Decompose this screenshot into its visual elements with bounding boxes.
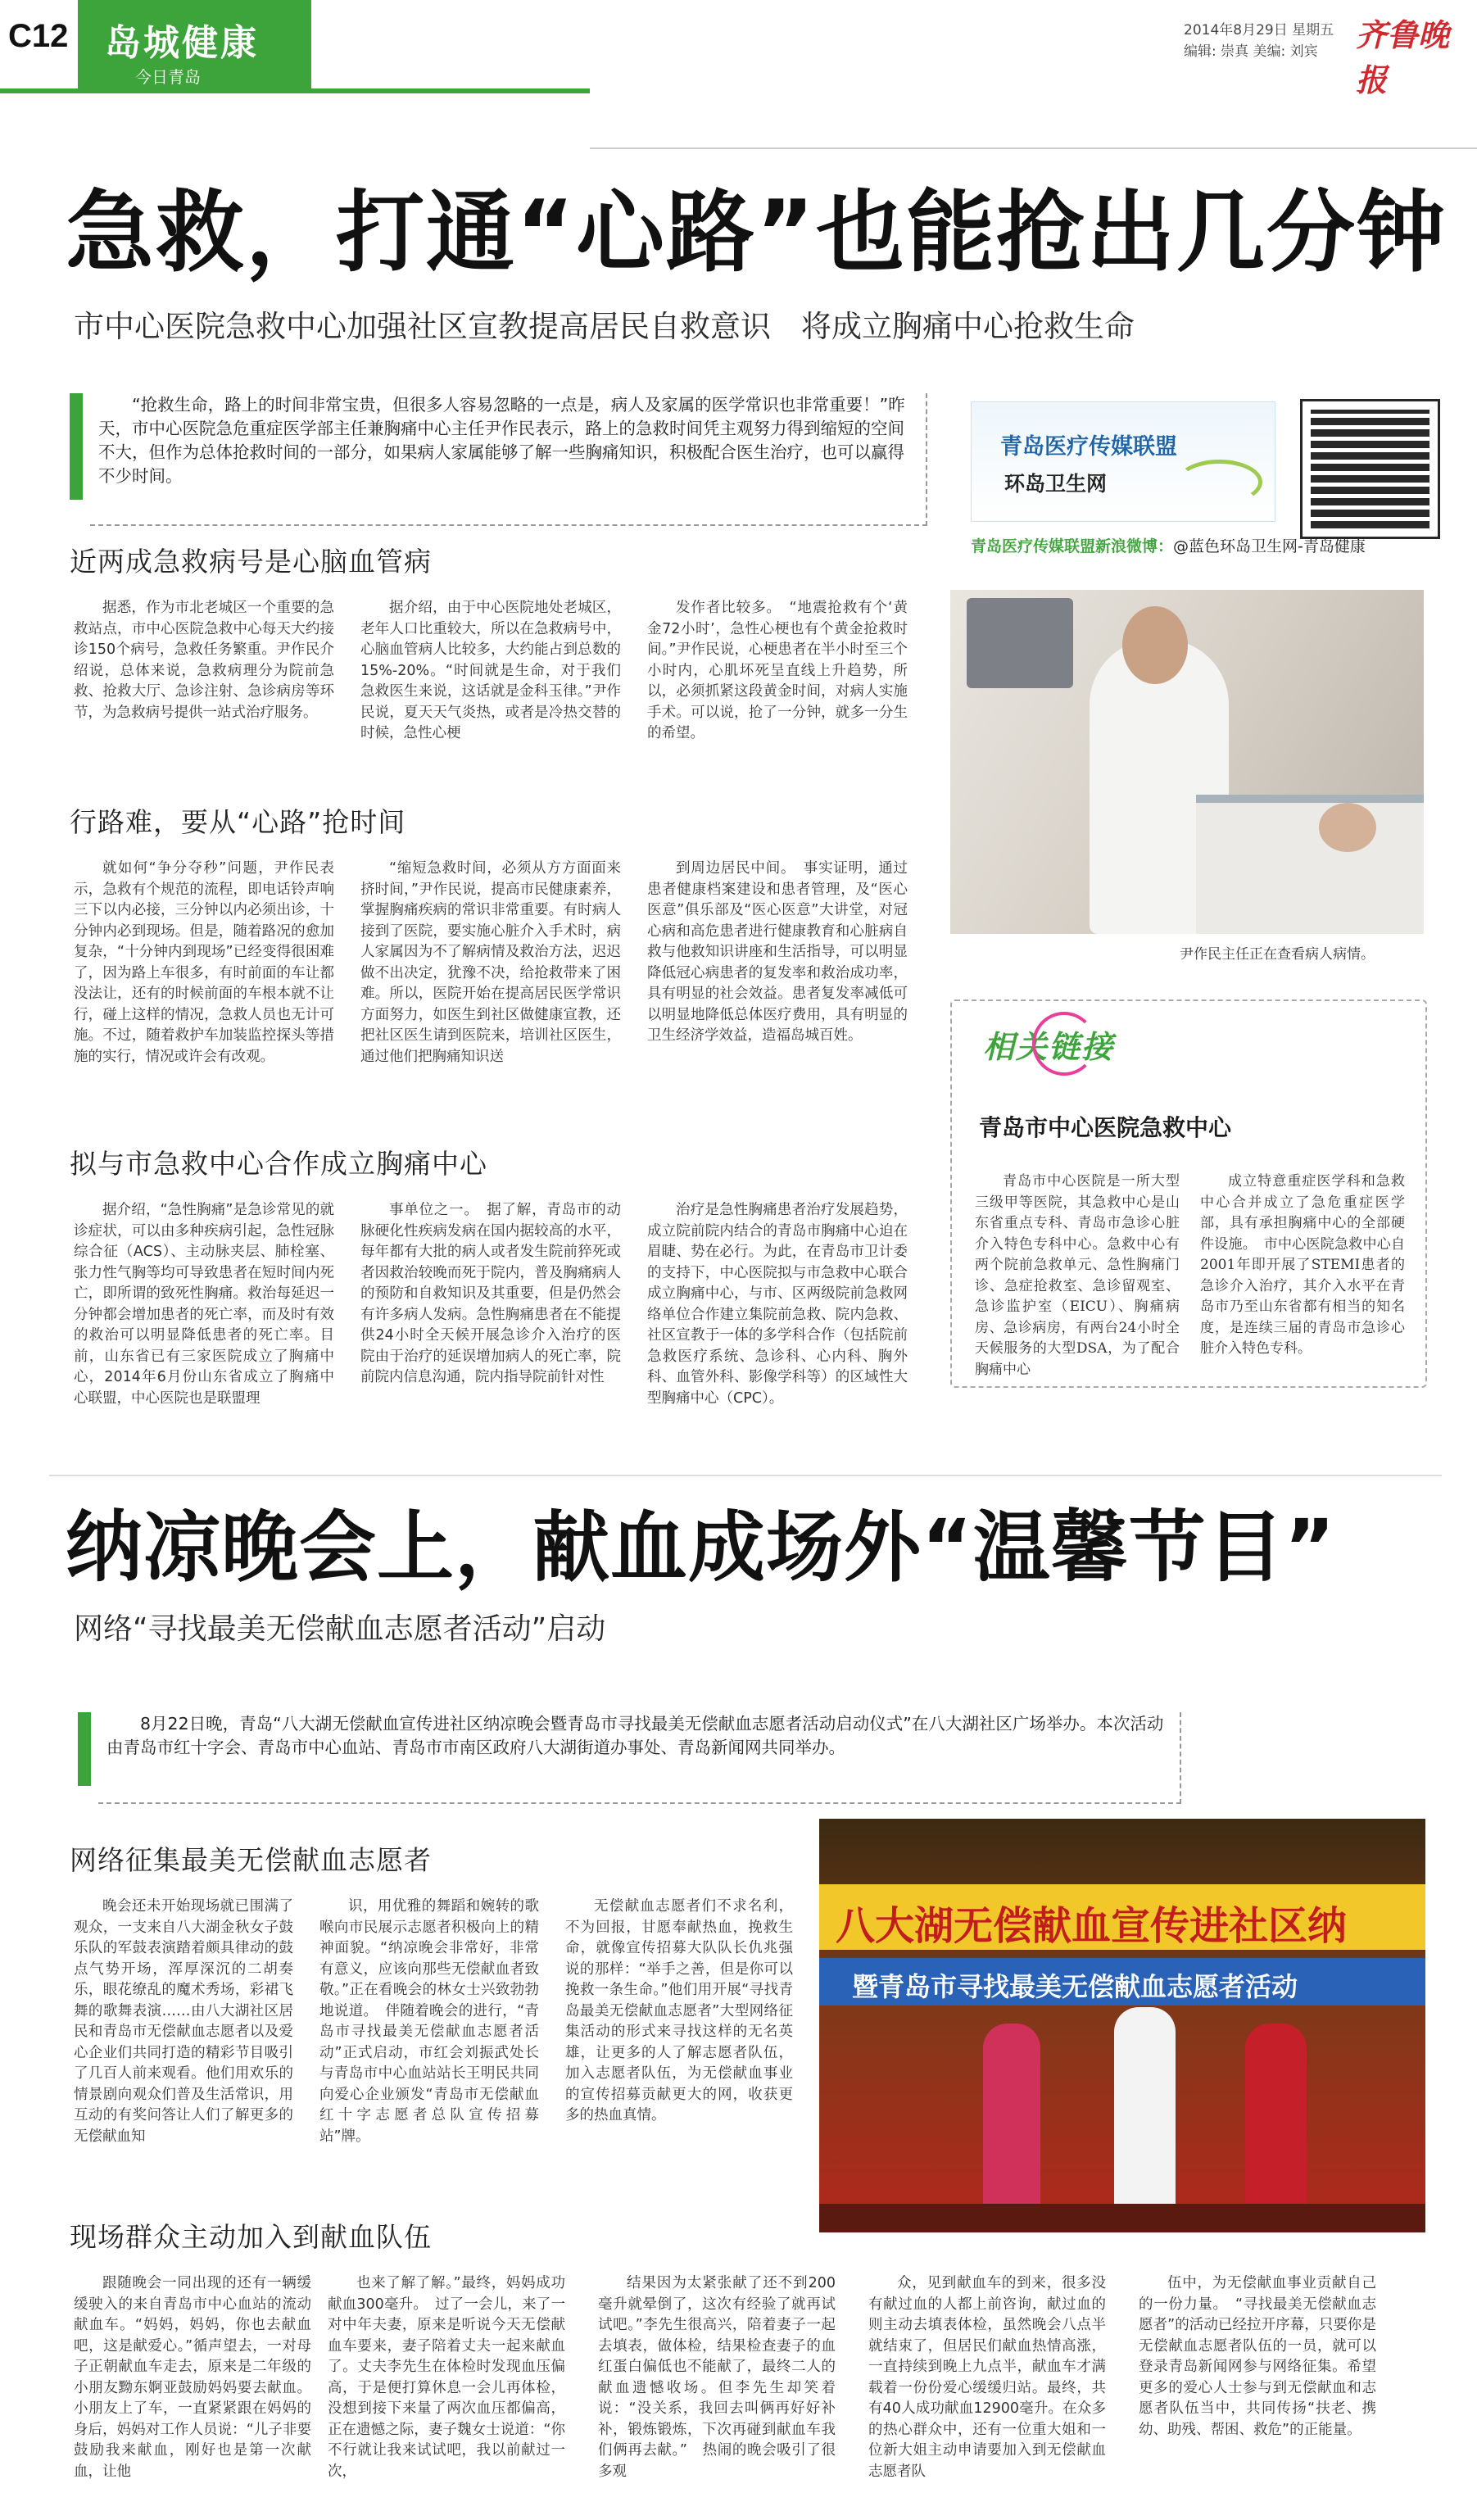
sidebar-col1-text: 青岛市中心医院是一所大型三级甲等医院，其急救中心是山东省重点专科、青岛市急诊心脏介入特色专科中心。急救中心有两个院前急救单元、急性胸痛门诊、急症抢救室、急诊留观室、急诊监护室（EICU）、胸痛病房、急诊病房，有两台24小时全天候服务的大型DSA，为了配合胸痛中心 bbox=[975, 1173, 1180, 1378]
sec1-col1 bbox=[74, 598, 334, 723]
sec3-col2-text: 事单位之一。 据了解，青岛市的动脉硬化性疾病发病在国内据较高的水平，每年都有大批的病人或者发生院前猝死或者因救治较晚而死于院内，普及胸痛病人的预防和自救知识及其重要，但是仍然会有许多病人发病。急性胸痛患者在不能提供24小时全天候开展急诊介入治疗的医院由于治疗的延误增加病人的死亡率，院前院内信息沟通，院内指导院前针对性 bbox=[360, 1202, 621, 1385]
banner-sub-strip bbox=[819, 1958, 1425, 2006]
story2-headline: 纳凉晚会上，献血成场外“温馨节目” bbox=[66, 1503, 1336, 1593]
story2-sec2-col2-text: 也来了解了解。”最终，妈妈成功献血300毫升。 过了一会儿，来了一对中年夫妻，原来是听说今天无偿献血车要来，妻子陪着丈夫一起来献血了。丈夫李先生在体检时发现血压偏高，于是便打算休息一会儿再体检，没想到接下来量了两次血压都偏高，正在遗憾之际，妻子魏女士说道：“你不行就让我来试试吧，我以前献过一次， bbox=[328, 2275, 565, 2480]
story2-subtitle: 网络“寻找最美无偿献血志愿者活动”启动 bbox=[74, 1612, 606, 1646]
sec2-col2-text: “缩短急救时间，必须从方方面面来挤时间，”尹作民说，提高市民健康素养，掌握胸痛疾病的常识非常重要。有时病人接到了医院，要实施心脏介入手术时，病人家属因为不了解病情及救治方法，迟迟做不出决定，犹豫不决，给抢救带来了困难。所以，医院开始在提高居民医学常识方面努力，如医生到社区做健康宣教，还把社区医生请到医院来，培训社区医生，通过他们把胸痛知识送 bbox=[360, 860, 621, 1065]
story1-headline: 急救，打通“心路”也能抢出几分钟 bbox=[66, 182, 1447, 284]
concert-photo bbox=[819, 1819, 1425, 2232]
sec3-col2 bbox=[360, 1200, 621, 1389]
related-tag-text: 相关链接 bbox=[983, 1029, 1115, 1065]
weibo-handle: @蓝色环岛卫生网-青岛健康 bbox=[1173, 537, 1366, 555]
sec3-col3 bbox=[647, 1200, 908, 1409]
section-sub: 今日青岛 bbox=[135, 67, 201, 87]
weibo-label: 青岛医疗传媒联盟新浪微博： bbox=[971, 537, 1174, 555]
story2-sec1-col1 bbox=[74, 1897, 293, 2147]
sec1-col1-text: 据悉，作为市北老城区一个重要的急救站点，市中心医院急救中心每天大约接诊150个病号，急救任务繁重。尹作民介绍说，总体来说，急救病理分为院前急救、抢救大厅、急诊注射、急诊病房等环节，为急救病号提供一站式治疗服务。 bbox=[74, 600, 334, 721]
story2-sec2-col4 bbox=[868, 2273, 1106, 2482]
story2-sec2-col1-text: 跟随晚会一同出现的还有一辆缓缓驶入的来自青岛市中心血站的流动献血车。“妈妈，妈妈，你也去献血吧，这是献爱心。”循声望去，一对母子正朝献血车走去，原来是二年级的小朋友黝东婀亚鼓励妈妈要去献血。小朋友上了车，一直紧紧跟在妈妈的身后，妈妈对工作人员说：“儿子非要鼓励我来献血，刚好也是第一次献血，让他 bbox=[74, 2275, 311, 2480]
section-line bbox=[0, 88, 590, 93]
monitor-shape bbox=[967, 598, 1073, 688]
story1-subtitle: 市中心医院急救中心加强社区宣教提高居民自救意识 将成立胸痛中心抢救生命 bbox=[74, 309, 1135, 344]
related-link-tag bbox=[975, 1004, 1163, 1077]
section-title: 岛城健康 bbox=[105, 22, 259, 64]
sec2-heading: 行路难，要从“心路”抢时间 bbox=[70, 806, 406, 838]
stage-floor bbox=[819, 2204, 1425, 2232]
story2-sec2-col3-text: 结果因为太紧张献了还不到200毫升就晕倒了，这次有经验了就再试试吧。”李先生很高兴，陪着妻子一起去填表，做体检，结果检查妻子的血红蛋白偏低也不能献了，最终二人的献血遗憾收场。但李先生却笑着说：“没关系，我回去叫俩再好好补补，锻炼锻炼，下次再碰到献血车我们俩再去献。” 热闹的晚会吸引了很多观 bbox=[598, 2275, 836, 2480]
header-rule bbox=[590, 147, 1477, 149]
story2-sec2-col5 bbox=[1139, 2273, 1376, 2441]
sec2-col2 bbox=[360, 859, 621, 1067]
sec3-heading: 拟与市急救中心合作成立胸痛中心 bbox=[70, 1148, 487, 1180]
sidebar-col2 bbox=[1200, 1172, 1405, 1360]
masthead bbox=[0, 0, 1477, 98]
story2-sec1-col2 bbox=[319, 1897, 539, 2147]
doctor-photo bbox=[950, 590, 1424, 934]
story2-lead: 8月22日晚，青岛“八大湖无偿献血宣传进社区纳凉晚会暨青岛市寻找最美无偿献血志愿者活动启动仪式”在八大湖社区广场举办。本次活动由青岛市红十字会、青岛市中心血站、青岛市市南区政府八大湖街道办事处、青岛新闻网共同举办。 bbox=[106, 1714, 1164, 1757]
sec1-col3 bbox=[647, 598, 908, 745]
performer-left bbox=[983, 2024, 1040, 2228]
sec2-col3-text: 到周边居民中间。 事实证明，通过患者健康档案建设和患者管理，及“医心医意”俱乐部及“医心医意”大讲堂，对冠心病和高危患者进行健康教育和心脏病自救与他救知识讲座和生活指导，可以明显降低冠心病患者的复发率和救治成功率，具有明显的社会效益。患者复发率减低可以明显地降低总体医疗费用，具有明显的卫生经济学效益，造福岛城百姓。 bbox=[647, 860, 908, 1044]
story2-sec2-col4-text: 众，见到献血车的到来，很多没有献过血的人都上前咨询，献过血的则主动去填表体检，虽然晚会八点半就结束了，但居民们献血热情高涨，一直持续到晚上九点半，献血车才满载着一份份爱心缓缓归站。最终，共有40人成功献血12900毫升。在众多的热心群众中，还有一位重大姐和一位新大姐主动申请要加入到无偿献血志愿者队 bbox=[868, 2275, 1106, 2480]
page-number: C12 bbox=[8, 18, 69, 54]
lead2-accent-bar bbox=[78, 1712, 91, 1786]
story-divider bbox=[49, 1475, 1442, 1476]
media-alliance-logo bbox=[971, 401, 1275, 522]
story2-sec2-col5-text: 伍中，为无偿献血事业贡献自己的一份力量。 “寻找最美无偿献血志愿者”的活动已经拉开序幕，只要你是无偿献血志愿者队伍的一员，就可以登录青岛新闻网参与网络征集。希望更多的爱心人士参与到无偿献血和志愿者队伍当中，共同传扬“扶老、携幼、助残、帮困、救危”的正能量。 bbox=[1139, 2275, 1376, 2438]
sidebar-title: 青岛市中心医院急救中心 bbox=[979, 1114, 1232, 1141]
paper-logo: 齐鲁晚报 bbox=[1356, 16, 1450, 98]
story2-sec2-heading: 现场群众主动加入到献血队伍 bbox=[70, 2221, 432, 2253]
story2-sec2-col1 bbox=[74, 2273, 311, 2482]
patient-head bbox=[1319, 803, 1376, 852]
related-tag-swirl bbox=[1032, 1012, 1096, 1076]
performer-right bbox=[1245, 2024, 1307, 2228]
sec2-col1 bbox=[74, 859, 334, 1067]
story2-sec1-heading: 网络征集最美无偿献血志愿者 bbox=[70, 1844, 432, 1876]
sidebar-col1 bbox=[975, 1172, 1180, 1380]
qr-code-icon bbox=[1303, 401, 1438, 537]
story2-sec1-col3-text: 无偿献血志愿者们不求名利，不为回报，甘愿奉献热血，挽救生命，就像宣传招募大队队长仇兆强说的那样：“举手之善，但是你可以挽救一条生命。”他们用开展“寻找青岛最美无偿献血志愿者”大型网络征集活动的形式来寻找这样的无名英雄，让更多的人了解志愿者队伍，加入志愿者队伍，为无偿献血事业的宣传招募贡献更大的网，收获更多的热血真情。 bbox=[565, 1898, 793, 2123]
alliance-swirl-icon bbox=[1176, 460, 1262, 505]
sec1-col2-text: 据介绍，由于中心医院地处老城区，老年人口比重较大，所以在急救病号中，心脑血管病人比较多，大约能占到总数的15%-20%。“时间就是生命，对于我们急救医生来说，这话就是金科玉律。”尹作民说，夏天天气炎热，或者是冷热交替的时候，急性心梗 bbox=[360, 600, 621, 741]
story2-sec2-col2 bbox=[328, 2273, 565, 2482]
banner-text: 八大湖无偿献血宣传进社区纳 bbox=[836, 1903, 1348, 1949]
alliance-sub: 环岛卫生网 bbox=[1004, 472, 1108, 496]
sec3-col1-text: 据介绍，“急性胸痛”是急诊常见的就诊症状，可以由多种疾病引起，急性冠脉综合征（ACS）、主动脉夹层、肺栓塞、张力性气胸等均可导致患者在短时间内死亡，即所谓的致死性胸痛。救治每延迟一分钟都会增加患者的死亡率，而及时有效的救治可以明显降低患者的死亡率。目前，山东省已有三家医院成立了胸痛中心，2014年6月份山东省成立了胸痛中心联盟，中心医院也是联盟理 bbox=[74, 1202, 334, 1407]
sec1-col3-text: 发作者比较多。 “地震抢救有个‘黄金72小时’，急性心梗也有个黄金抢救时间。”尹作民说，心梗患者在半小时至三个小时内，心肌坏死呈直线上升趋势，所以，必须抓紧这段黄金时间，对病人实施手术。可以说，抢了一分钟，就多一分生的希望。 bbox=[647, 600, 908, 741]
story2-sec1-col2-text: 识，用优雅的舞蹈和婉转的歌喉向市民展示志愿者积极向上的精神面貌。“纳凉晚会非常好，非常有意义，应该向那些无偿献血者致敬。”正在看晚会的林女士兴致勃勃地说道。 伴随着晚会的进行，“青岛市寻找最美无偿献血志愿者活动”正式启动，市红会刘振武处长与青岛市中心血站站长王明民共同向爱心企业颁发“青岛市无偿献血红十字志愿者总队宣传招募站”牌。 bbox=[319, 1898, 539, 2145]
banner-strip bbox=[819, 1884, 1425, 1950]
sec3-col3-text: 治疗是急性胸痛患者治疗发展趋势，成立院前院内结合的青岛市胸痛中心迫在眉睫、势在必行。为此，在青岛市卫计委的支持下，中心医院拟与市急救中心联合成立胸痛中心，与市、区两级院前急救网络单位合作建立集院前急救、院内急救、社区宣教于一体的多学科合作（包括院前急救医疗系统、急诊科、心内科、胸外科、血管外科、影像学科等）的区域性大型胸痛中心（CPC）。 bbox=[647, 1202, 908, 1407]
bed-shape bbox=[1196, 795, 1424, 934]
story1-lead: “抢救生命，路上的时间非常宝贵，但很多人容易忽略的一点是，病人及家属的医学常识也非常重要！”昨天，市中心医院急危重症医学部主任兼胸痛中心主任尹作民表示，路上的急救时间凭主观努力得到缩短的空间不大，但作为总体抢救时间的一部分，如果病人家属能够了解一些胸痛知识，积极配合医生治疗，也可以赢得不少时间。 bbox=[98, 395, 905, 486]
sec3-col1 bbox=[74, 1200, 334, 1409]
date-line: 2014年8月29日 星期五 bbox=[1184, 22, 1334, 39]
alliance-title: 青岛医疗传媒联盟 bbox=[1000, 434, 1177, 460]
story2-sec1-col3 bbox=[565, 1897, 793, 2127]
story2-sec1-col1-text: 晚会还未开始现场就已围满了观众，一支来自八大湖金秋女子鼓乐队的军鼓表演踏着颇具律动的鼓点气势开场，浑厚深沉的二胡奏乐，眼花缭乱的魔术秀场，彩裙飞舞的歌舞表演……由八大湖社区居民和青岛市无偿献血志愿者以及爱心企业们共同打造的精彩节目吸引了几百人前来观看。他们用欢乐的情景剧向观众们普及生活常识，用互动的有奖问答让人们了解更多的无偿献血知 bbox=[74, 1898, 293, 2145]
photo-caption: 尹作民主任正在查看病人病情。 bbox=[1180, 946, 1375, 963]
sec1-col2 bbox=[360, 598, 621, 745]
performer-center bbox=[1114, 2007, 1176, 2228]
sec2-col3 bbox=[647, 859, 908, 1047]
story2-sec2-col3 bbox=[598, 2273, 836, 2482]
staff-line: 编辑: 崇真 美编: 刘宾 bbox=[1184, 43, 1318, 60]
lead-accent-bar bbox=[70, 393, 83, 500]
banner-sub: 暨青岛市寻找最美无偿献血志愿者活动 bbox=[852, 1971, 1298, 2002]
weibo-line bbox=[971, 534, 1366, 556]
doctor-head bbox=[1122, 606, 1188, 684]
sec2-col1-text: 就如何“争分夺秒”问题，尹作民表示，急救有个规范的流程，即电话铃声响三下以内必接，三分钟以内必须出诊，十分钟内必到现场。但是，随着路况的愈加复杂，“十分钟内到现场”已经变得很困难了，因为路上车很多，有时前面的车让都没法让，还有的时候前面的车根本就不让行，碰上这样的情况，急救人员也无计可施。不过，随着救护车加装监控探头等措施的实行，情况或许会有改观。 bbox=[74, 860, 334, 1065]
sidebar-col2-text: 成立特意重症医学科和急救中心合并成立了急危重症医学部，具有承担胸痛中心的全部硬件设施。 市中心医院急救中心自2001年即开展了STEMI患者的急诊介入治疗，其介入水平在青岛市乃至山东省都有相当的知名度，是连续三届的青岛市急诊心脏介入特色专科。 bbox=[1200, 1173, 1405, 1357]
sec1-heading: 近两成急救病号是心脑血管病 bbox=[70, 546, 432, 578]
